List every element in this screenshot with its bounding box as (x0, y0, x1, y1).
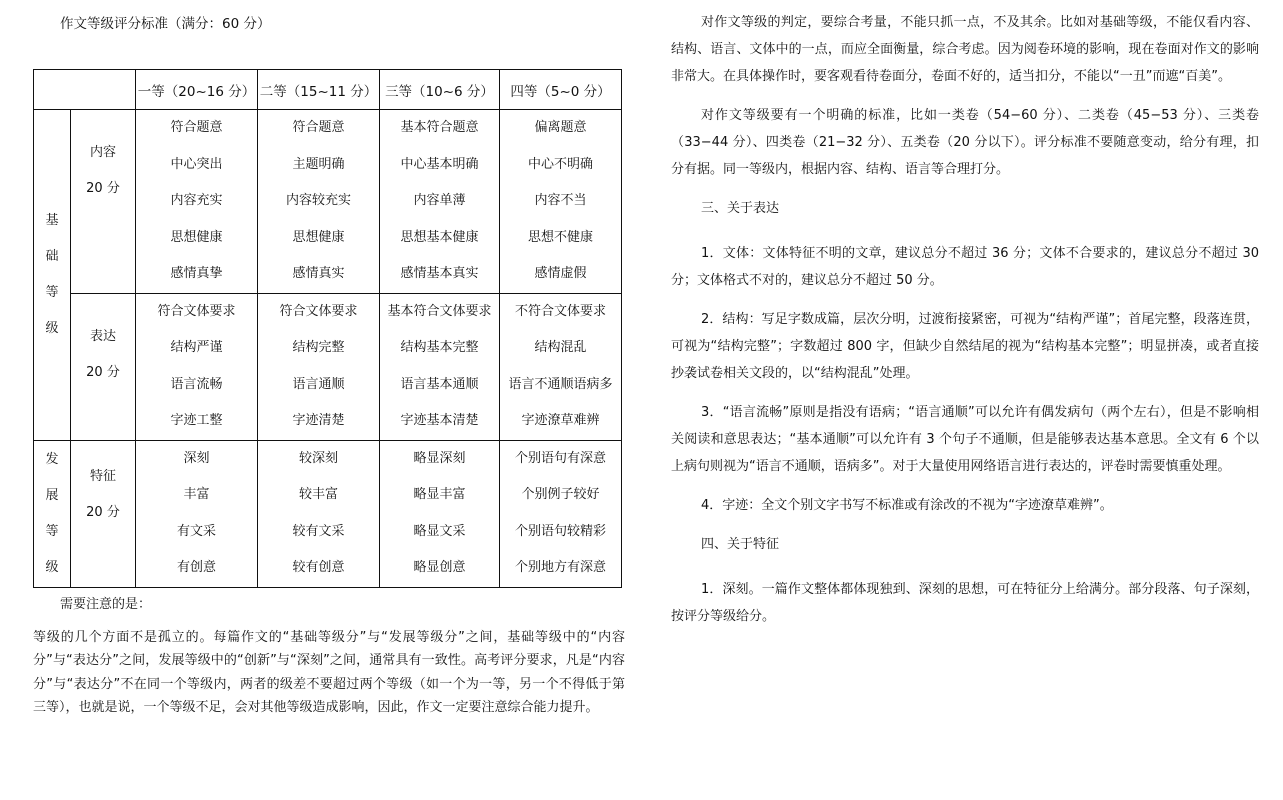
table-row-feature (34, 440, 622, 587)
paragraph-genre: 1．文体：文体特征不明的文章，建议总分不超过 36 分；文体不合要求的，建议总分不超过 30 分；文体格式不对的，建议总分不超过 50 分。 (671, 246, 1259, 288)
feature-label (71, 440, 136, 587)
expression-grade-2 (258, 293, 380, 440)
cell-item: 符合文体要求 (279, 303, 358, 319)
basic-label-char: 级 (45, 320, 59, 336)
cell-item: 深刻 (183, 450, 210, 466)
cell-item: 字迹基本清楚 (400, 413, 479, 428)
cell-item: 结构混乱 (534, 340, 587, 355)
paragraph-language: 3．“语言流畅”原则是指没有语病；“语言通顺”可以允许有偶发病句（两个左右），但是不影响相关阅读和意思表达；“基本通顺”可以允许有 3 个句子不通顺，但是能够表达基本意思。全文有 6 个以上病句则视为“语言不通顺，语病多”。对于大量使用网络语言进行表达的，评卷时需要慎重处理。 (671, 405, 1259, 474)
cell-item: 个别语句较精彩 (514, 523, 606, 539)
cell-item: 结构完整 (292, 340, 345, 355)
cell-item: 语言基本通顺 (400, 376, 479, 392)
cell-item: 基本符合文体要求 (387, 303, 492, 319)
header-grade-3: 三等（10~6 分） (380, 70, 500, 110)
cell-item: 思想基本健康 (400, 229, 479, 245)
cell-item: 内容较充实 (285, 193, 351, 208)
cell-item: 个别地方有深意 (514, 560, 606, 575)
cell-item: 主题明确 (292, 156, 345, 172)
dev-label-char: 发 (45, 451, 59, 467)
content-grade-2 (258, 110, 380, 294)
cell-item: 有创意 (176, 560, 216, 575)
cell-item: 符合文体要求 (157, 303, 236, 319)
basic-label-char: 基 (45, 212, 59, 228)
paragraph-handwriting: 4．字迹：全文个别文字书写不标准或有涂改的不视为“字迹潦草难辨”。 (701, 498, 1113, 513)
feature-grade-2 (258, 440, 380, 587)
cell-item: 略显深刻 (413, 450, 466, 466)
cell-item: 中心不明确 (527, 156, 593, 172)
section-heading-feature: 四、关于特征 (701, 537, 780, 552)
cell-item: 较丰富 (298, 487, 338, 502)
expression-score-text: 20 分 (86, 364, 120, 380)
cell-item: 字迹潦草难辨 (521, 413, 600, 428)
cell-item: 思想健康 (170, 229, 223, 245)
cell-item: 语言通顺 (292, 376, 345, 392)
feature-label-text: 特征 (89, 468, 116, 484)
cell-item: 思想健康 (292, 229, 345, 245)
section-heading-expression: 三、关于表达 (701, 201, 780, 216)
expression-grade-4 (500, 293, 622, 440)
content-grade-4 (500, 110, 622, 294)
cell-item: 略显创意 (413, 560, 466, 575)
table-row-expression (34, 293, 622, 440)
paragraph-depth: 1．深刻。一篇作文整体都体现独到、深刻的思想，可在特征分上给满分。部分段落、句子深刻，按评分等级给分。 (671, 582, 1259, 624)
cell-item: 字迹清楚 (292, 413, 345, 428)
dev-label-char: 级 (45, 559, 59, 575)
development-level-label (34, 440, 71, 587)
table-row-content (34, 110, 622, 294)
cell-item: 内容不当 (534, 193, 587, 208)
cell-item: 有文采 (176, 523, 216, 539)
paragraph-judgment: 对作文等级的判定，要综合考量，不能只抓一点，不及其余。比如对基础等级，不能仅看内容、结构、语言、文体中的一点，而应全面衡量，综合考虑。因为阅卷环境的影响，现在卷面对作文的影响非常大。在具体操作时，要客观看待卷面分，卷面不好的，适当扣分，不能以“一丑”而遮“百美”。 (671, 15, 1259, 84)
cell-item: 丰富 (183, 487, 210, 502)
expression-grade-3 (380, 293, 500, 440)
feature-grade-1 (136, 440, 258, 587)
cell-item: 符合题意 (170, 120, 223, 135)
cell-item: 略显丰富 (413, 487, 466, 502)
cell-item: 略显文采 (413, 523, 466, 539)
cell-item: 较有文采 (292, 523, 345, 539)
grading-table (33, 69, 622, 588)
content-label (71, 110, 136, 294)
cell-item: 个别语句有深意 (514, 450, 606, 466)
cell-item: 结构基本完整 (400, 340, 479, 355)
content-score-text: 20 分 (86, 181, 120, 196)
cell-item: 基本符合题意 (400, 120, 479, 135)
cell-item: 个别例子较好 (521, 487, 600, 502)
cell-item: 符合题意 (292, 120, 345, 135)
cell-item: 中心基本明确 (400, 156, 479, 172)
cell-item: 内容单薄 (413, 193, 466, 208)
header-grade-2: 二等（15~11 分） (258, 70, 380, 110)
cell-item: 语言流畅 (170, 376, 223, 392)
header-grade-1: 一等（20~16 分） (136, 70, 258, 110)
dev-label-char: 展 (45, 487, 59, 503)
feature-grade-4 (500, 440, 622, 587)
content-label-text: 内容 (89, 145, 116, 160)
expression-label (71, 293, 136, 440)
page-title: 作文等级评分标准（满分：60 分） (60, 16, 271, 32)
feature-score-text: 20 分 (86, 504, 120, 520)
expression-grade-1 (136, 293, 258, 440)
cell-item: 中心突出 (170, 156, 223, 172)
cell-item: 感情虚假 (534, 266, 587, 281)
feature-grade-3 (380, 440, 500, 587)
cell-item: 结构严谨 (170, 340, 223, 355)
basic-label-char: 等 (45, 284, 59, 300)
cell-item: 感情基本真实 (400, 266, 479, 281)
content-grade-1 (136, 110, 258, 294)
cell-item: 字迹工整 (170, 413, 223, 428)
header-grade-4: 四等（5~0 分） (500, 70, 622, 110)
cell-item: 较深刻 (298, 450, 338, 466)
cell-item: 不符合文体要求 (514, 303, 606, 319)
cell-item: 语言不通顺语病多 (508, 376, 613, 392)
content-grade-3 (380, 110, 500, 294)
expression-label-text: 表达 (89, 328, 116, 344)
basic-level-label (34, 110, 71, 441)
cell-item: 感情真挚 (170, 266, 223, 281)
note-label: 需要注意的是： (60, 597, 152, 612)
right-column (671, 9, 1259, 642)
cell-item: 感情真实 (292, 266, 345, 281)
dev-label-char: 等 (45, 523, 59, 539)
cell-item: 偏离题意 (534, 120, 587, 135)
paragraph-standard: 对作文等级要有一个明确的标准，比如一类卷（54−60 分）、二类卷（45−53 分）、三类卷（33−44 分）、四类卷（21−32 分）、五类卷（20 分以下）。评分标准不要随意变动，给分有理，扣分有据。同一等级内，根据内容、结构、语言等合理打分。 (671, 108, 1259, 177)
cell-item: 思想不健康 (527, 229, 593, 245)
table-header-row (34, 70, 622, 110)
paragraph-structure: 2．结构：写足字数成篇，层次分明，过渡衔接紧密，可视为“结构严谨”；首尾完整，段落连贯，可视为“结构完整”；字数超过 800 字，但缺少自然结尾的视为“结构基本完整”；明显拼凑，或者直接抄袭试卷相关文段的，以“结构混乱”处理。 (671, 312, 1259, 381)
cell-item: 较有创意 (292, 560, 345, 575)
header-blank-cell (34, 70, 136, 110)
cell-item: 内容充实 (170, 193, 223, 208)
basic-label-char: 础 (45, 248, 59, 264)
left-paragraph: 等级的几个方面不是孤立的。每篇作文的“基础等级分”与“发展等级分”之间，基础等级中的“内容分”与“表达分”之间，发展等级中的“创新”与“深刻”之间，通常具有一致性。高考评分要求，凡是“内容分”与“表达分”不在同一个等级内，两者的级差不要超过两个等级（如一个为一等，另一个不得低于第三等），也就是说，一个等级不足，会对其他等级造成影响，因此，作文一定要注意综合能力提升。 (33, 630, 625, 715)
